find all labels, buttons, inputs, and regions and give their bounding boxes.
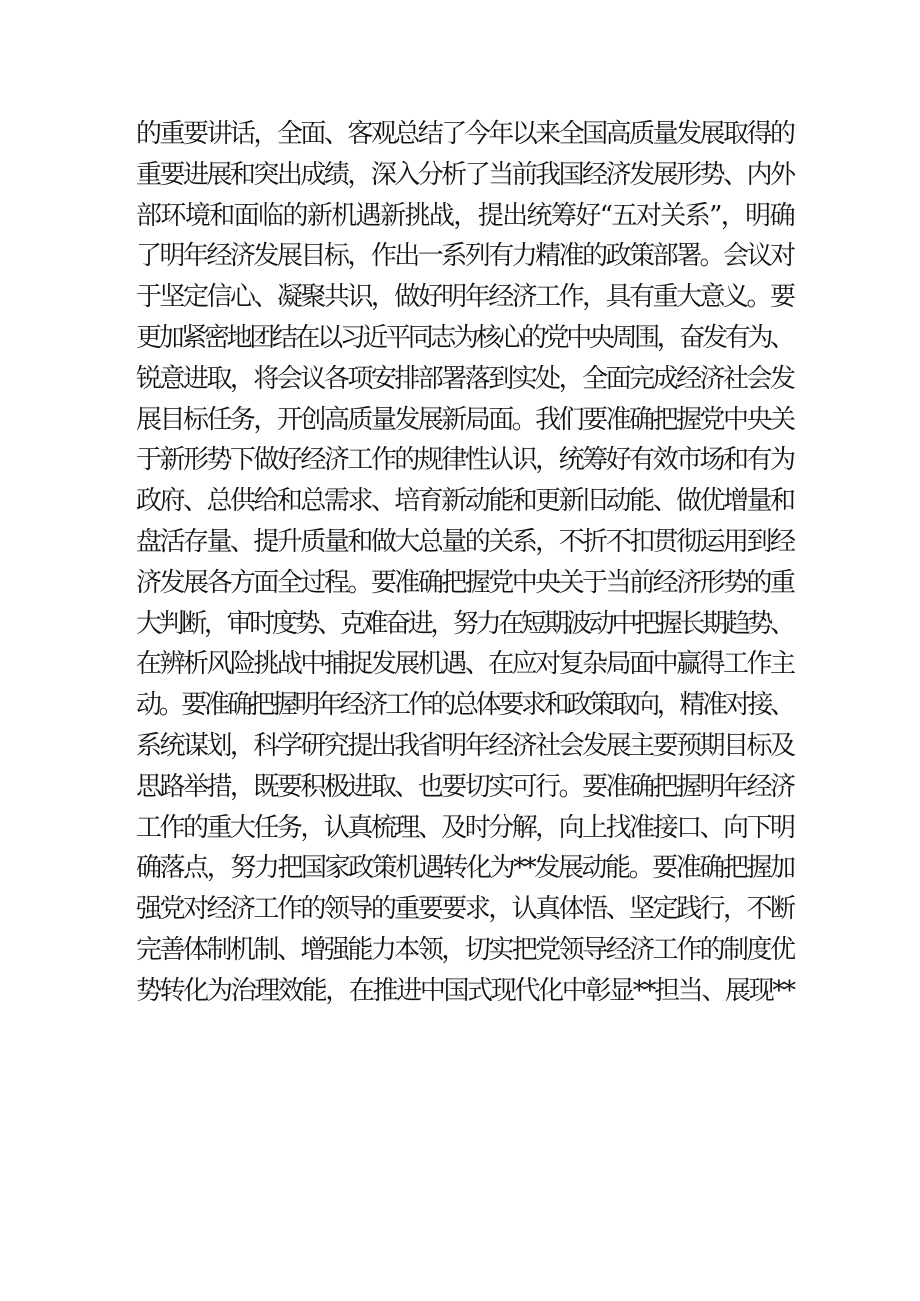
text-line: 工作的重大任务，认真梳理、及时分解，向上找准接口、向下明 <box>136 812 794 843</box>
text-line: 更加紧密地团结在以习近平同志为核心的党中央周围，奋发有为、 <box>136 322 793 353</box>
text-line: 思路举措，既要积极进取、也要切实可行。要准确把握明年经济 <box>136 771 794 802</box>
text-line: 济发展各方面全过程。要准确把握党中央关于当前经济形势的重 <box>136 567 794 598</box>
text-line: 动。要准确把握明年经济工作的总体要求和政策取向，精准对接、 <box>136 690 793 721</box>
text-line: 锐意进取，将会议各项安排部署落到实处，全面完成经济社会发 <box>136 363 794 394</box>
text-line: 展目标任务，开创高质量发展新局面。我们要准确把握党中央关 <box>136 404 794 435</box>
text-line: 于新形势下做好经济工作的规律性认识，统筹好有效市场和有为 <box>136 445 794 476</box>
text-line: 大判断，审时度势、克难奋进，努力在短期波动中把握长期趋势、 <box>136 608 793 639</box>
text-line: 强党对经济工作的领导的重要要求，认真体悟、坚定践行，不断 <box>136 894 794 925</box>
text-line: 确落点，努力把国家政策机遇转化为**发展动能。要准确把握加 <box>136 853 794 884</box>
text-line: 的重要讲话，全面、客观总结了今年以来全国高质量发展取得的 <box>136 119 794 149</box>
text-line: 系统谋划，科学研究提出我省明年经济社会发展主要预期目标及 <box>136 730 794 761</box>
text-line: 完善体制机制、增强能力本领，切实把党领导经济工作的制度优 <box>136 934 794 965</box>
text-line: 盘活存量、提升质量和做大总量的关系，不折不扣贯彻运用到经 <box>136 526 794 557</box>
text-line: 势转化为治理效能，在推进中国式现代化中彰显**担当、展现** <box>136 975 794 1006</box>
text-line: 了明年经济发展目标，作出一系列有力精准的政策部署。会议对 <box>136 241 794 272</box>
text-line: 在辨析风险挑战中捕捉发展机遇、在应对复杂局面中赢得工作主 <box>136 649 794 680</box>
text-line: 部环境和面临的新机遇新挑战，提出统筹好“五对关系”，明确 <box>136 200 794 231</box>
text-line: 于坚定信心、凝聚共识，做好明年经济工作，具有重大意义。要 <box>136 282 794 313</box>
body-paragraph <box>136 114 796 1012</box>
text-line: 政府、总供给和总需求、培育新动能和更新旧动能、做优增量和 <box>136 486 794 517</box>
text-line: 重要进展和突出成绩，深入分析了当前我国经济发展形势、内外 <box>136 159 794 190</box>
